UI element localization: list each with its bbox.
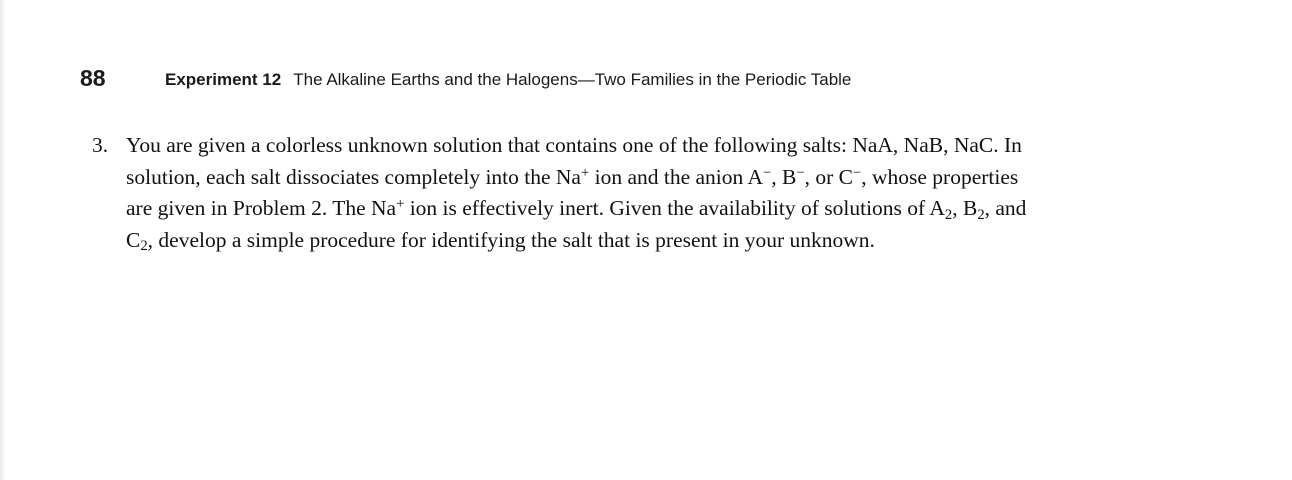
problem-text-segment: ion is effectively inert. Given the availability of solutions of A <box>404 196 945 220</box>
problem-line-4 <box>126 225 1142 257</box>
page-edge-shadow <box>0 0 6 480</box>
problem-number: 3. <box>92 133 109 157</box>
problem-text-segment: You are given a colorless unknown solution that contains one of the following salts: NaA, NaB, NaC. In <box>126 133 1022 157</box>
subscript-2: 2 <box>977 206 985 223</box>
subscript-2: 2 <box>140 238 148 255</box>
superscript-minus: − <box>796 164 805 181</box>
superscript-minus: − <box>763 164 772 181</box>
superscript-plus: + <box>396 196 405 213</box>
problem-text-segment: , develop a simple procedure for identifying the salt that is present in your unknown. <box>147 227 875 252</box>
problem-text-segment: , or C <box>804 164 853 189</box>
problem-text-segment: are given in Problem 2. The Na <box>126 196 397 220</box>
superscript-plus: + <box>580 164 590 181</box>
problem-3 <box>92 130 1142 256</box>
experiment-label: Experiment 12 <box>165 70 282 89</box>
problem-text-segment: , B <box>952 196 978 220</box>
problem-text-segment: , whose properties <box>861 164 1019 189</box>
problem-line-3 <box>126 193 1142 225</box>
problem-text-segment: ion and the anion A <box>589 164 763 189</box>
experiment-title: The Alkaline Earths and the Halogens—Two Families in the Periodic Table <box>293 70 852 89</box>
problem-text-segment: C <box>126 227 141 252</box>
problem-line-1 <box>126 130 1142 162</box>
problem-text-segment: solution, each salt dissociates completely into the Na <box>126 164 581 189</box>
subscript-2: 2 <box>944 206 953 223</box>
problem-text-segment: , B <box>771 164 797 189</box>
problem-line-2 <box>126 162 1142 194</box>
problem-text-segment: , and <box>984 196 1027 220</box>
superscript-minus: − <box>852 164 862 181</box>
running-head <box>165 69 851 91</box>
page-number: 88 <box>80 65 106 91</box>
